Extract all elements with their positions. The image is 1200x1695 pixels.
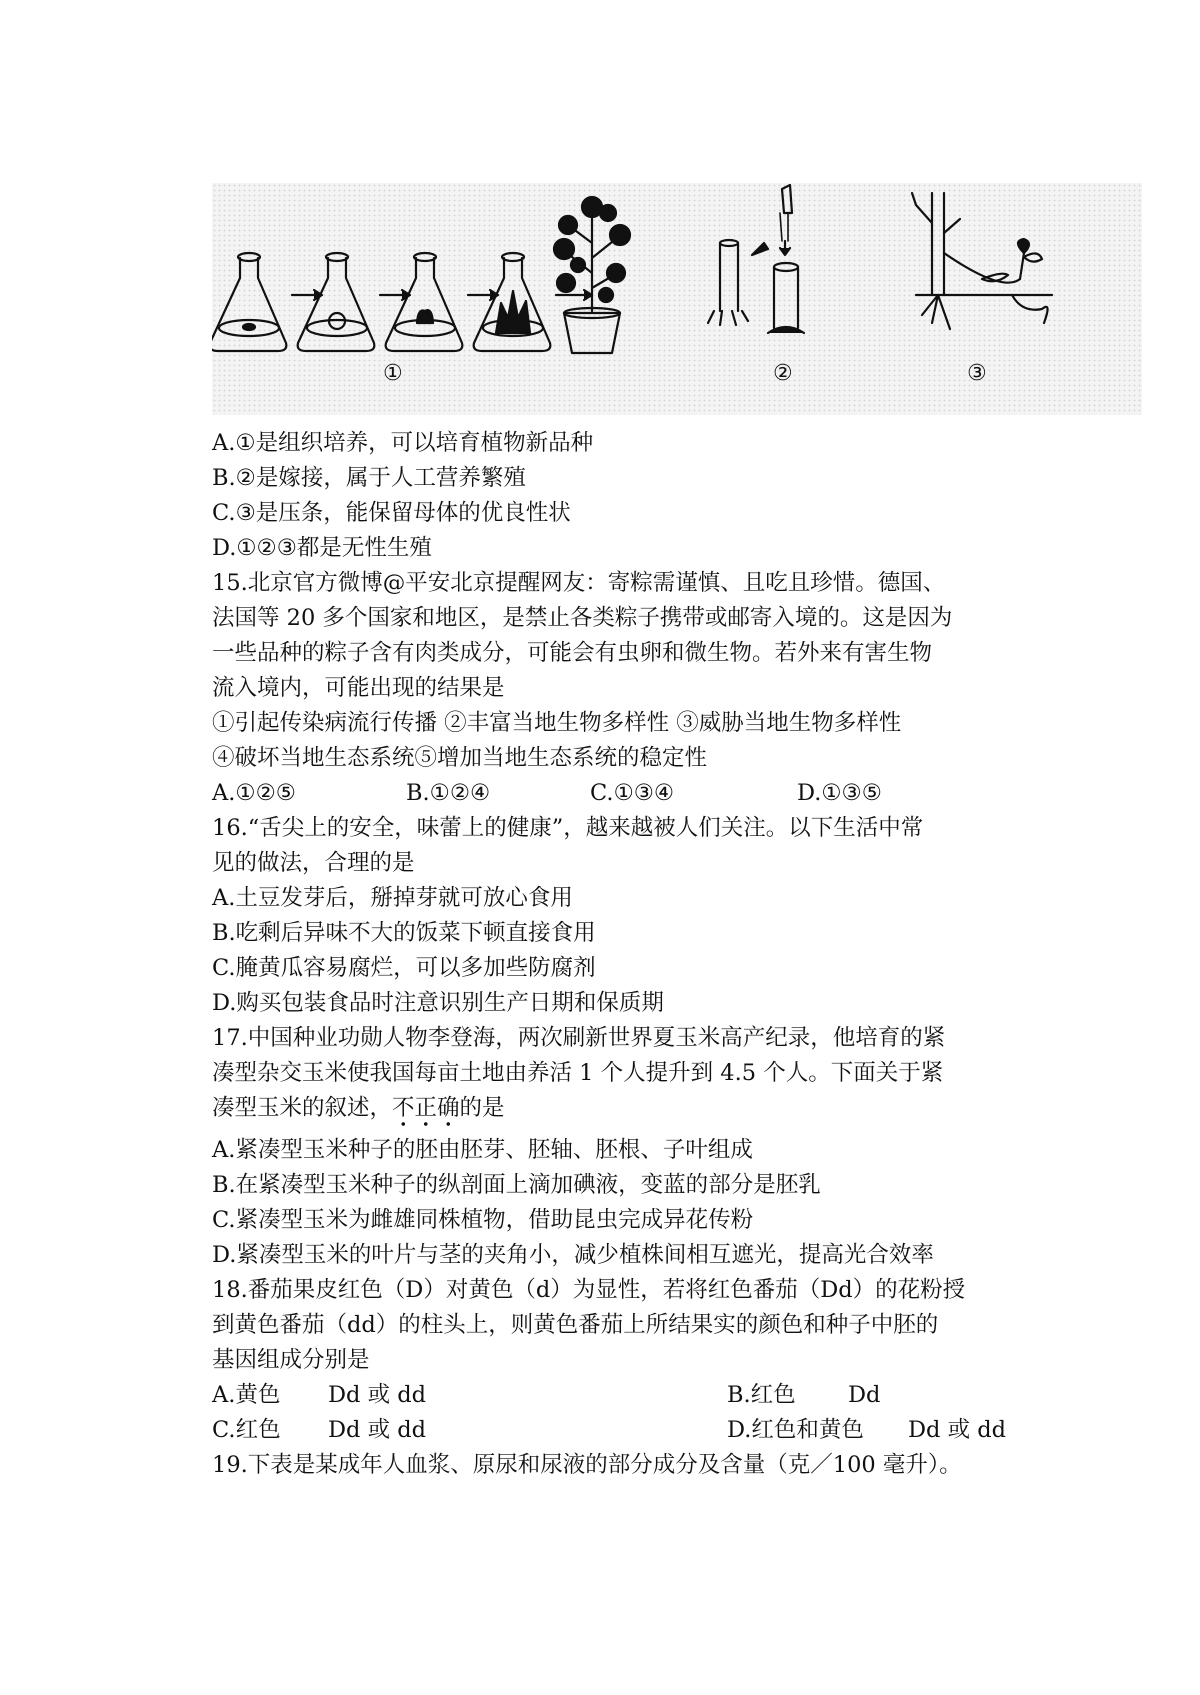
q15-stem-line: ④破坏当地生态系统⑤增加当地生态系统的稳定性 <box>212 745 708 771</box>
q17-option-b: B.在紧凑型玉米种子的纵剖面上滴加碘液，变蓝的部分是胚乳 <box>212 1172 821 1198</box>
q18-stem-line: 基因组成分别是 <box>212 1347 370 1373</box>
q18-option-b-color: B.红色 <box>727 1382 796 1408</box>
q16-stem-line: 见的做法，合理的是 <box>212 850 415 876</box>
flask-2-icon <box>298 253 375 351</box>
flask-4-icon <box>474 253 551 351</box>
q18-option-d-genotype: Dd 或 dd <box>908 1417 1007 1443</box>
q17-option-d: D.紧凑型玉米的叶片与茎的夹角小，减少植株间相互遮光，提高光合效率 <box>212 1242 934 1268</box>
q17-stem-line: 17.中国种业功勋人物李登海，两次刷新世界夏玉米高产纪录，他培育的紧 <box>212 1025 946 1051</box>
potted-plant-icon <box>554 197 630 353</box>
q16-stem-line: 16.“舌尖上的安全，味蕾上的健康”，越来越被人们关注。以下生活中常 <box>212 815 924 841</box>
q17-stem-prefix: 凑型玉米的叙述， <box>212 1095 393 1121</box>
q18-option-a-color: A.黄色 <box>212 1382 281 1408</box>
q14-option-d: D.①②③都是无性生殖 <box>212 535 432 561</box>
figure-label-3: ③ <box>967 361 987 386</box>
q18-stem-line: 18.番茄果皮红色（D）对黄色（d）为显性，若将红色番茄（Dd）的花粉授 <box>212 1277 966 1303</box>
q18-option-d-color: D.红色和黄色 <box>727 1417 864 1443</box>
flask-3-icon <box>386 253 463 351</box>
q18-option-c-color: C.红色 <box>212 1417 281 1443</box>
q15-option-c: C.①③④ <box>590 780 675 806</box>
q17-option-a: A.紧凑型玉米种子的胚由胚芽、胚轴、胚根、子叶组成 <box>212 1137 753 1163</box>
q14-option-c: C.③是压条，能保留母体的优良性状 <box>212 500 571 526</box>
q18-stem-line: 到黄色番茄（dd）的柱头上，则黄色番茄上所结果实的颜色和种子中胚的 <box>212 1312 939 1338</box>
q14-option-a: A.①是组织培养，可以培育植物新品种 <box>212 430 594 456</box>
reproduction-figure <box>212 183 1142 415</box>
figure-label-2: ② <box>773 361 793 386</box>
grafting-icon <box>708 185 804 333</box>
flask-1-icon <box>212 253 286 351</box>
q18-option-b-genotype: Dd <box>848 1382 881 1408</box>
q17-stem-last-line <box>212 1092 505 1124</box>
q16-option-b: B.吃剩后异味不大的饭菜下顿直接食用 <box>212 920 596 946</box>
q16-option-d: D.购买包装食品时注意识别生产日期和保质期 <box>212 990 664 1016</box>
q15-option-b: B.①②④ <box>406 780 491 806</box>
q17-option-c: C.紧凑型玉米为雌雄同株植物，借助昆虫完成异花传粉 <box>212 1207 754 1233</box>
q15-stem-line: 一些品种的粽子含有肉类成分，可能会有虫卵和微生物。若外来有害生物 <box>212 640 933 666</box>
q18-option-c-genotype: Dd 或 dd <box>328 1417 427 1443</box>
figure-drawing <box>212 183 1142 415</box>
q17-stem-suffix: 的是 <box>459 1095 505 1121</box>
q16-option-a: A.土豆发芽后，掰掉芽就可放心食用 <box>212 885 573 911</box>
q15-option-d: D.①③⑤ <box>797 780 882 806</box>
q16-option-c: C.腌黄瓜容易腐烂，可以多加些防腐剂 <box>212 955 596 981</box>
q18-option-a-genotype: Dd 或 dd <box>328 1382 427 1408</box>
q14-option-b: B.②是嫁接，属于人工营养繁殖 <box>212 465 526 491</box>
q17-stem-line: 凑型杂交玉米使我国每亩土地由养活 1 个人提升到 4.5 个人。下面关于紧 <box>212 1060 944 1086</box>
q19-stem-line: 19.下表是某成年人血浆、原尿和尿液的部分成分及含量（克／100 毫升）。 <box>212 1452 962 1478</box>
layering-icon <box>912 193 1052 329</box>
figure-label-1: ① <box>383 361 403 386</box>
q15-stem-line: ①引起传染病流行传播 ②丰富当地生物多样性 ③威胁当地生物多样性 <box>212 710 902 736</box>
q15-stem-line: 流入境内，可能出现的结果是 <box>212 675 505 701</box>
q15-stem-line: 法国等 20 多个国家和地区，是禁止各类粽子携带或邮寄入境的。这是因为 <box>212 605 953 631</box>
q15-stem-line: 15.北京官方微博@平安北京提醒网友：寄粽需谨慎、且吃且珍惜。德国、 <box>212 570 946 596</box>
q15-option-a: A.①②⑤ <box>212 780 296 806</box>
q17-emphasis: 不正确 <box>392 1095 460 1121</box>
